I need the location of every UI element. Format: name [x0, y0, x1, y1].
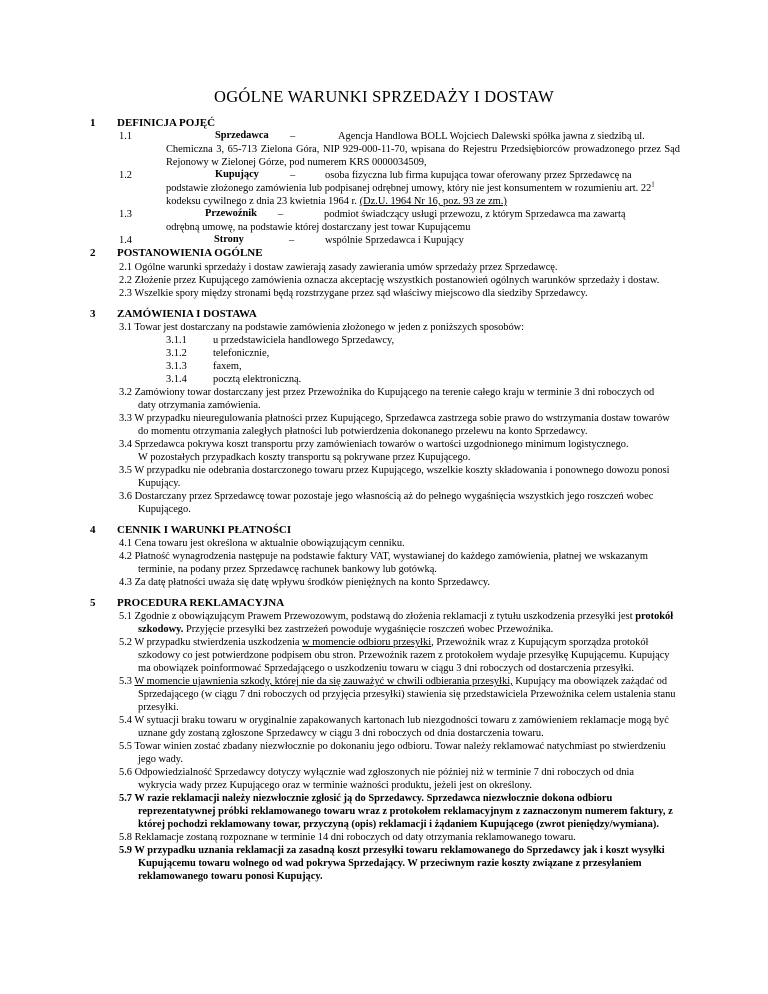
list-item-continued: W pozostałych przypadkach koszty transportu są pokrywane przez Kupującego. [138, 452, 471, 463]
definition-number: 1.3 [119, 209, 132, 220]
section-heading: DEFINICJA POJĘĆ [117, 117, 216, 129]
list-item-continued: ma obowiązek poinformować Sprzedającego o uszkodzeniu towaru w ciągu 3 dni roboczych od dostarczenia przesyłki. [138, 663, 634, 674]
list-item-continued: której pochodzi reklamowany towar, przyczyną (opis) reklamacji i żądaniem Kupującego (zwrot pieniędzy/wymiana). [138, 819, 659, 830]
sub-item-number: 3.1.4 [166, 374, 187, 385]
list-item: 5.8 Reklamacje zostaną rozpoznane w terminie 14 dni roboczych od daty otrzymania reklamowanego towaru. [119, 832, 576, 843]
text-segment: , Przewoźnik wraz z Kupującym sporządza protokół [431, 637, 649, 648]
definition-dash: – [290, 131, 296, 142]
definition-dash: – [289, 235, 295, 246]
list-item: 3.3 W przypadku nieuregulowania płatności przez Kupującego, Sprzedawca zastrzega sobie prawo do wstrzymania dostaw towarów [119, 413, 670, 424]
list-item: 5.4 W sytuacji braku towaru w oryginalnie zapakowanych kartonach lub niezgodności towaru z zamówieniem reklamacje mogą być [119, 715, 669, 726]
bold-text: szkodowy. [138, 624, 184, 635]
list-item: 2.2 Złożenie przez Kupującego zamówienia oznacza akceptację wszystkich postanowień ogólnych warunków sprzedaży i dostaw. [119, 275, 660, 286]
list-item: 5.6 Odpowiedzialność Sprzedawcy dotyczy wyłącznie wad zgłoszonych nie później niż w terminie 7 dni roboczych od dnia [119, 767, 635, 778]
definition-text: Agencja Handlowa BOLL Wojciech Dalewski spółka jawna z siedzibą ul. [338, 131, 645, 142]
text-segment: 5.2 W przypadku stwierdzenia uszkodzenia [119, 637, 300, 648]
list-item: 2.3 Wszelkie spory między stronami będą rozstrzygane przez sąd właściwy miejscowo dla siedziby Sprzedawcy. [119, 288, 588, 299]
sub-item-text: faxem, [213, 361, 242, 372]
sub-item-number: 3.1.3 [166, 361, 187, 372]
list-item-continued: daty otrzymania zamówienia. [138, 400, 261, 411]
list-item-continued: jego wady. [138, 754, 183, 765]
sub-item-text: pocztą elektroniczną. [213, 374, 302, 385]
text-segment: 5.1 Zgodnie z obowiązującym Prawem Przewozowym, podstawą do złożenia reklamacji z tytułu uszkodzenia przesyłki jest [119, 611, 633, 622]
definition-text-segment: podstawie złożonego zamówienia lub podpisanej odrębnej umowy, który nie jest konsumentem w rozumieniu art. 22 [166, 183, 652, 194]
underlined-text: w momencie odbioru przesyłki [302, 637, 432, 648]
list-item-continued: wykrycia wady przez Kupującego oraz w terminie ważności produktu, jeżeli jest on określony. [138, 780, 533, 791]
list-item: 3.2 Zamówiony towar dostarczany jest przez Przewoźnika do Kupującego na terenie całego kraju w terminie 3 dni roboczych od [119, 387, 655, 398]
list-item-continued: terminie, na podany przez Sprzedawcę rachunek bankowy lub gotówką. [138, 564, 437, 575]
text-segment: Przyjęcie przesyłki bez zastrzeżeń powoduje wygaśnięcie roszczeń wobec Przewoźnika. [185, 624, 554, 635]
definition-text-continued: Chemiczna 3, 65-713 Zielona Góra, NIP 929-000-11-70, wpisana do Rejestru Przedsiębiorców prowadzonego przez Sąd Rejonowy w Zielonej Górze, pod numerem KRS 0000034509, [166, 144, 680, 168]
section-heading: POSTANOWIENIA OGÓLNE [117, 247, 263, 259]
list-item [119, 636, 648, 649]
section-number: 2 [90, 247, 96, 259]
text-segment: Kupujący ma obowiązek zażądać od [515, 676, 668, 687]
definition-number: 1.2 [119, 170, 132, 181]
list-item: 4.3 Za datę płatności uważa się datę wpływu środków pieniężnych na konto Sprzedawcy. [119, 577, 490, 588]
list-item-continued: uznane gdy zostaną zgłoszone Sprzedawcy w ciągu 3 dni roboczych od dnia dostarczenia towaru. [138, 728, 544, 739]
list-item: 4.2 Płatność wynagrodzenia następuje na podstawie faktury VAT, wystawianej do każdego zamówienia, płatnej we wskazanym [119, 551, 648, 562]
list-item: 5.9 W przypadku uznania reklamacji za zasadną koszt przesyłki towaru reklamowanego do Sprzedawcy jak i koszt wysyłki [119, 845, 665, 856]
section-number: 4 [90, 524, 96, 536]
sub-item-number: 3.1.1 [166, 335, 187, 346]
item-number: 5.3 [119, 676, 132, 687]
definition-text-segment: kodeksu cywilnego z dnia 23 kwietnia 1964 r. [166, 196, 358, 207]
list-item-continued: Kupującemu towaru wolnego od wad pokrywa Sprzedający. W przeciwnym razie koszty związane z przesyłaniem [138, 858, 642, 869]
list-item-continued: Kupującego. [138, 504, 191, 515]
definition-text-continued [166, 195, 507, 208]
list-item: 3.6 Dostarczany przez Sprzedawcę towar pozostaje jego własnością aż do pełnego wygaśnięcia wszystkich jego roszczeń wobec [119, 491, 654, 502]
list-item: 3.1 Towar jest dostarczany na podstawie zamówienia złożonego w jeden z poniższych sposobów: [119, 322, 525, 333]
list-item-continued: szkodowy co jest potwierdzone podpisem obu stron. Przewoźnik razem z protokołem wydaje przesyłkę Kupującemu. Kupujący [138, 650, 670, 661]
section-heading: ZAMÓWIENIA I DOSTAWA [117, 308, 257, 320]
sub-item-number: 3.1.2 [166, 348, 187, 359]
definition-term: Sprzedawca [215, 130, 269, 141]
definition-text: osoba fizyczna lub firma kupująca towar oferowany przez Sprzedawcę na [325, 170, 632, 181]
list-item-continued: do momentu otrzymania zaległych płatności lub potwierdzenia dokonanego przelewu na konto Sprzedawcy. [138, 426, 588, 437]
list-item-continued: Kupujący. [138, 478, 181, 489]
list-item: 3.4 Sprzedawca pokrywa koszt transportu przy zamówieniach towarów o wartości uzgodnionego minimum logistycznego. [119, 439, 629, 450]
section-number: 1 [90, 117, 96, 129]
list-item [119, 675, 667, 688]
list-item [119, 610, 673, 623]
list-item-continued: Sprzedającego (w ciągu 7 dni roboczych od przyjęcia przesyłki) stawienia się przedstawiciela Przewoźnika celem ustalenia stanu [138, 689, 676, 700]
sub-item-text: u przedstawiciela handlowego Sprzedawcy, [213, 335, 395, 346]
bold-text: protokół [635, 611, 674, 622]
sub-item-text: telefonicznie, [213, 348, 270, 359]
list-item: 2.1 Ogólne warunki sprzedaży i dostaw zawierają zasady zawierania umów sprzedaży przez Sprzedawcę. [119, 262, 558, 273]
list-item: 3.5 W przypadku nie odebrania dostarczonego towaru przez Kupującego, wszelkie koszty składowania i ponownego dowozu ponosi [119, 465, 670, 476]
legal-reference-link[interactable]: (Dz.U. 1964 Nr 16, poz. 93 ze zm.) [359, 196, 507, 207]
list-item: 4.1 Cena towaru jest określona w aktualnie obowiązującym cenniku. [119, 538, 405, 549]
definition-text: podmiot świadczący usługi przewozu, z którym Sprzedawca ma zawartą [324, 209, 626, 220]
list-item: 5.5 Towar winien zostać zbadany niezwłocznie po dokonaniu jego odbioru. Towar należy reklamować natychmiast po stwierdzeniu [119, 741, 666, 752]
definition-term: Kupujący [215, 169, 259, 180]
definition-text-continued [166, 182, 655, 195]
superscript: 1 [651, 180, 655, 189]
definition-term: Strony [214, 234, 244, 245]
section-heading: CENNIK I WARUNKI PŁATNOŚCI [117, 524, 292, 536]
list-item-continued: reklamowanego towaru ponosi Kupujący. [138, 871, 323, 882]
definition-dash: – [290, 170, 296, 181]
list-item-continued [138, 623, 553, 636]
section-number: 3 [90, 308, 96, 320]
list-item: 5.7 W razie reklamacji należy niezwłocznie zgłosić ją do Sprzedawcy. Sprzedawca niezwłocznie dokona odbioru [119, 793, 613, 804]
definition-text-continued: odrębną umowę, na podstawie której dostarczany jest towar Kupującemu [166, 222, 471, 233]
definition-number: 1.4 [119, 235, 132, 246]
definition-number: 1.1 [119, 131, 132, 142]
definition-term: Przewoźnik [205, 208, 257, 219]
list-item-continued: przesyłki. [138, 702, 179, 713]
section-heading: PROCEDURA REKLAMACYJNA [117, 597, 285, 609]
definition-text: wspólnie Sprzedawca i Kupujący [325, 235, 464, 246]
section-number: 5 [90, 597, 96, 609]
list-item-continued: reprezentatywnej próbki reklamowanego towaru wraz z protokołem reklamacyjnym z zaznaczonym numerem faktury, z [138, 806, 673, 817]
definition-dash: – [278, 209, 284, 220]
underlined-text: W momencie ujawnienia szkody, której nie da się zauważyć w chwili odbierania przesyłki, [134, 676, 513, 687]
document-title: OGÓLNE WARUNKI SPRZEDAŻY I DOSTAW [214, 87, 554, 106]
